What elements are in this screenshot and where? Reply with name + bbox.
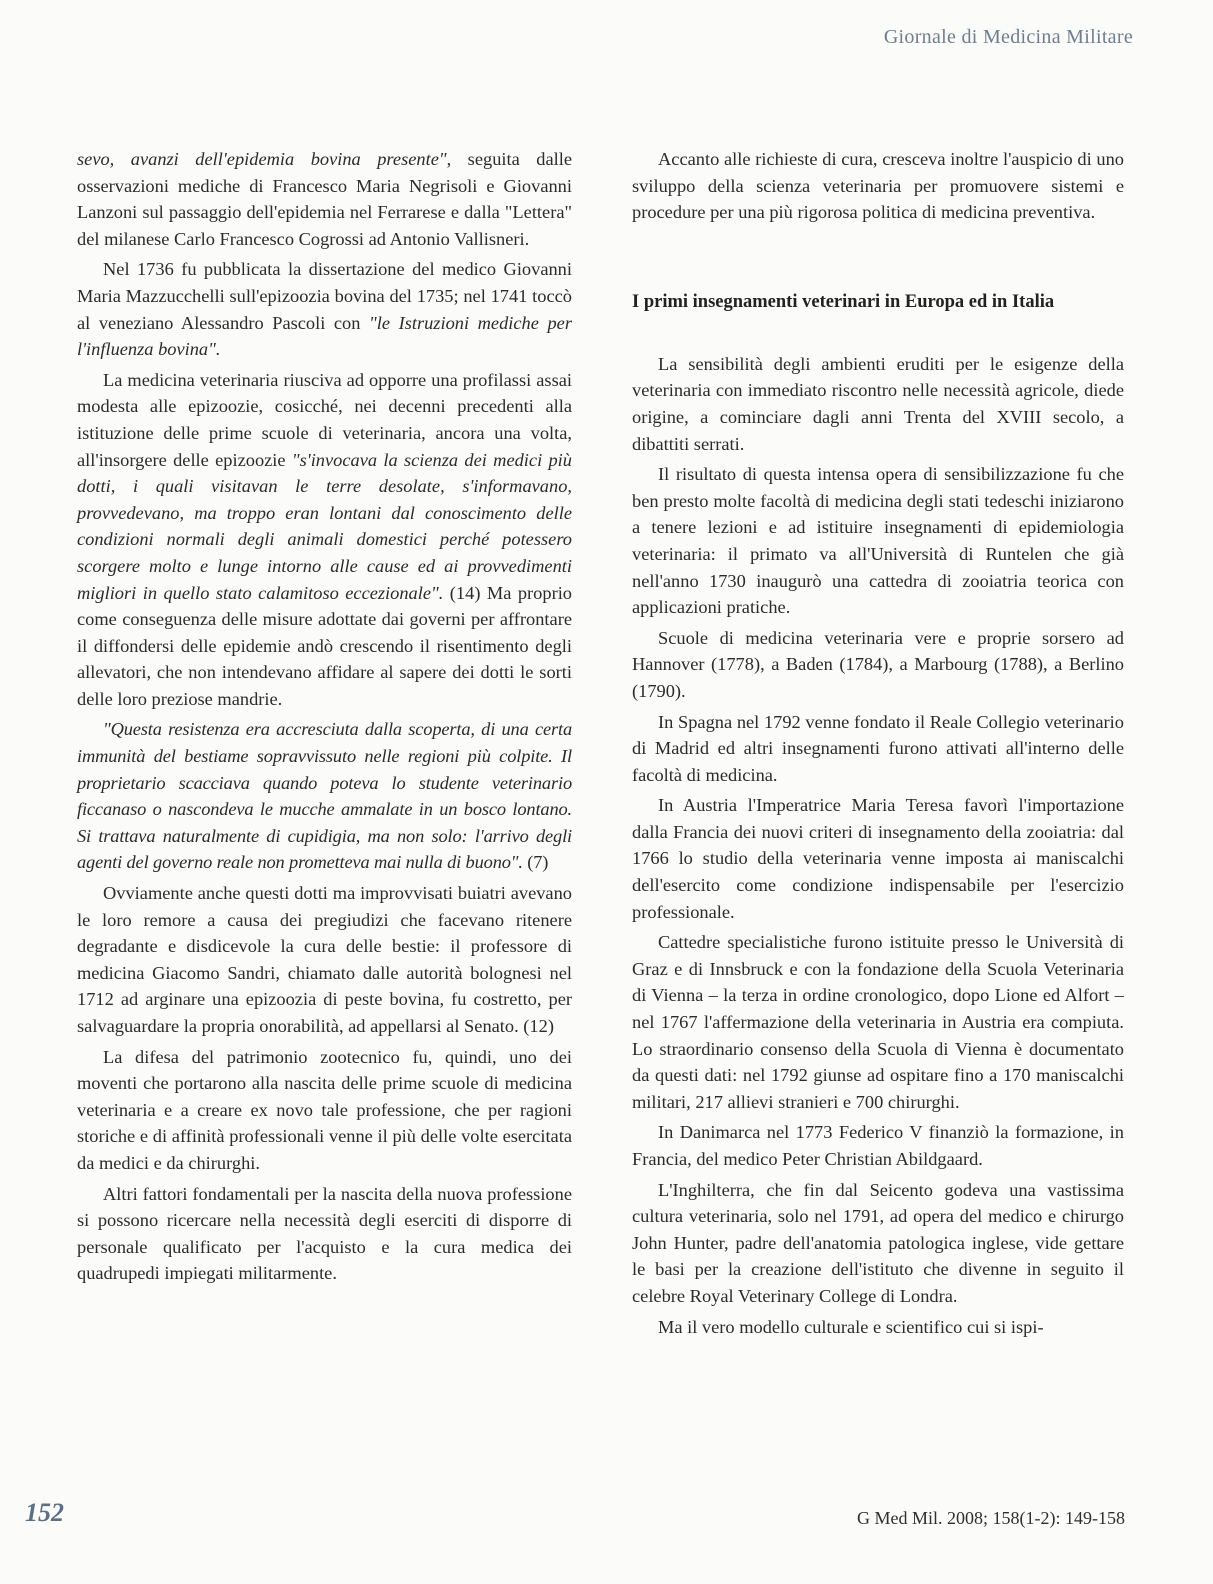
- paragraph: [77, 256, 572, 362]
- paragraph: In Danimarca nel 1773 Federico V finanziò la formazione, in Francia, del medico Peter Christian Abildgaard.: [632, 1122, 1124, 1169]
- reference: (7): [522, 852, 549, 873]
- paragraph-text: , seguita dalle osservazioni mediche di Francesco Maria Negrisoli e Giovanni Lanzoni sul passaggio dell'epidemia nel Ferrarese e dalla "Lettera" del milanese Carlo Francesco Cogrossi ad Antonio Vallisneri.: [77, 149, 573, 249]
- paragraph: [77, 146, 572, 252]
- paragraph: Scuole di medicina veterinaria vere e proprie sorsero ad Hannover (1778), a Baden (1784), a Marbourg (1788), a Berlino (1790).: [632, 627, 1124, 701]
- paragraph: In Austria l'Imperatrice Maria Teresa favorì l'importazione dalla Francia dei nuovi criteri di insegnamento della zooiatria: dal 1766 lo studio della veterinaria venne imposta ai maniscalchi dell'esercito come condizione indispensabile per l'esercizio professionale.: [632, 795, 1124, 922]
- paragraph: La sensibilità degli ambienti eruditi per le esigenze della veterinaria con immediato riscontro nelle necessità agricole, diede origine, a cominciare dagli anni Trenta del XVIII secolo, a dibattiti serrati.: [632, 353, 1124, 454]
- paragraph: In Spagna nel 1792 venne fondato il Reale Collegio veterinario di Madrid ed altri insegnamenti furono attivati all'interno delle facoltà di medicina.: [632, 711, 1124, 785]
- journal-citation: G Med Mil. 2008; 158(1-2): 149-158: [857, 1508, 1125, 1528]
- section-heading: I primi insegnamenti veterinari in Europa ed in Italia: [632, 291, 1055, 312]
- paragraph: Accanto alle richieste di cura, cresceva inoltre l'auspicio di uno sviluppo della scienza veterinaria per promuovere sistemi e procedure per una più rigorosa politica di medicina preventiva.: [632, 149, 1124, 223]
- paragraph: La difesa del patrimonio zootecnico fu, quindi, uno dei moventi che portarono alla nascita delle prime scuole di medicina veterinaria e a creare ex novo tale professione, che per ragioni storiche e di affinità professionali venne il più delle volte esercitata da medici e da chirurghi.: [77, 1046, 572, 1173]
- italic-quote: sevo, avanzi dell'epidemia bovina presente": [77, 149, 447, 169]
- block-quote: [77, 716, 572, 876]
- italic-quote: "s'invocava la scienza dei medici più dotti, i quali visitavan le terre desolate, s'informavano, provvedevano, ma troppo eran lontani dal conoscimento delle condizioni normali degli animali domestici perché potessero scorgere molto e lunge intorno alle cause ed ai provvedimenti migliori in quello stato calamitoso eccezionale".: [77, 449, 572, 603]
- paragraph: Cattedre specialistiche furono istituite presso le Università di Graz e di Innsbruck e con la fondazione della Scuola Veterinaria di Vienna – la terza in ordine cronologico, dopo Lione ed Alfort – nel 1767 l'affermazione della veterinaria in Austria era compiuta. Lo straordinario consenso della Scuola di Vienna è documentato da questi dati: nel 1792 giunse ad ospitare fino a 170 maniscalchi militari, 217 allievi stranieri e 700 chirurghi.: [632, 932, 1124, 1112]
- right-column: [632, 146, 1124, 1344]
- journal-title: Giornale di Medicina Militare: [883, 26, 1133, 48]
- paragraph: Il risultato di questa intensa opera di sensibilizzazione fu che ben presto molte facoltà di medicina degli stati tedeschi iniziarono a tenere lezioni e ad istituire insegnamenti di epidemiologia veterinaria: il primato va all'Università di Runtelen che già nell'anno 1730 inaugurò una cattedra di zooiatria teorica con applicazioni pratiche.: [632, 464, 1124, 618]
- left-column: [77, 146, 572, 1291]
- paragraph: Ovviamente anche questi dotti ma improvvisati buiatri avevano le loro remore a causa dei pregiudizi che facevano ritenere degradante e disdicevole la cura delle bestie: il professore di medicina Giacomo Sandri, chiamato dalle autorità bolognesi nel 1712 ad arginare una epizoozia di peste bovina, fu costretto, per salvaguardare la propria onorabilità, ad appellarsi al Senato. (12): [77, 883, 572, 1036]
- paragraph-text: (14) Ma proprio come conseguenza delle misure adottate dai governi per affrontare il diffondersi delle epidemie andò crescendo il risentimento degli allevatori, che non intendevano affidare al sapere dei dotti le sorti delle loro preziose mandrie.: [77, 582, 572, 709]
- paragraph-text: La medicina veterinaria riusciva ad opporre una profilassi assai modesta alle epizoozie, cosicché, nei decenni precedenti alla istituzione delle prime scuole di veterinaria, ancora una volta, all'insorgere delle epizoozie: [77, 369, 572, 470]
- paragraph: [77, 367, 572, 713]
- paragraph: L'Inghilterra, che fin dal Seicento godeva una vastissima cultura veterinaria, solo nel 1791, ad opera del medico e chirurgo John Hunter, padre dell'anatomia patologica inglese, vide gettare le basi per la creazione dell'istituto che divenne in seguito il celebre Royal Veterinary College di Londra.: [632, 1179, 1124, 1306]
- page-number: 152: [25, 1498, 64, 1527]
- quote-text: "Questa resistenza era accresciuta dalla scoperta, di una certa immunità del bestiame sopravvissuto nelle regioni più colpite. Il proprietario scacciava quando poteva lo studente veterinario ficcanaso o nascondeva le mucche ammalate in un bosco lontano. Si trattava naturalmente di cupidigia, ma non solo: l'arrivo degli agenti del governo reale non prometteva mai nulla di buono".: [77, 719, 572, 873]
- paragraph: Altri fattori fondamentali per la nascita della nuova professione si possono ricercare nella necessità degli eserciti di disporre di personale qualificato per l'acquisto e la cura medica dei quadrupedi impiegati militarmente.: [77, 1183, 572, 1284]
- paragraph-text: Nel 1736 fu pubblicata la dissertazione del medico Giovanni Maria Mazzucchelli sull'epizoozia bovina del 1735; nel 1741 toccò al veneziano Alessandro Pascoli con: [77, 259, 572, 333]
- italic-quote: "le Istruzioni mediche per l'influenza bovina".: [77, 312, 572, 360]
- paragraph: Ma il vero modello culturale e scientifico cui si ispi-: [658, 1316, 1044, 1337]
